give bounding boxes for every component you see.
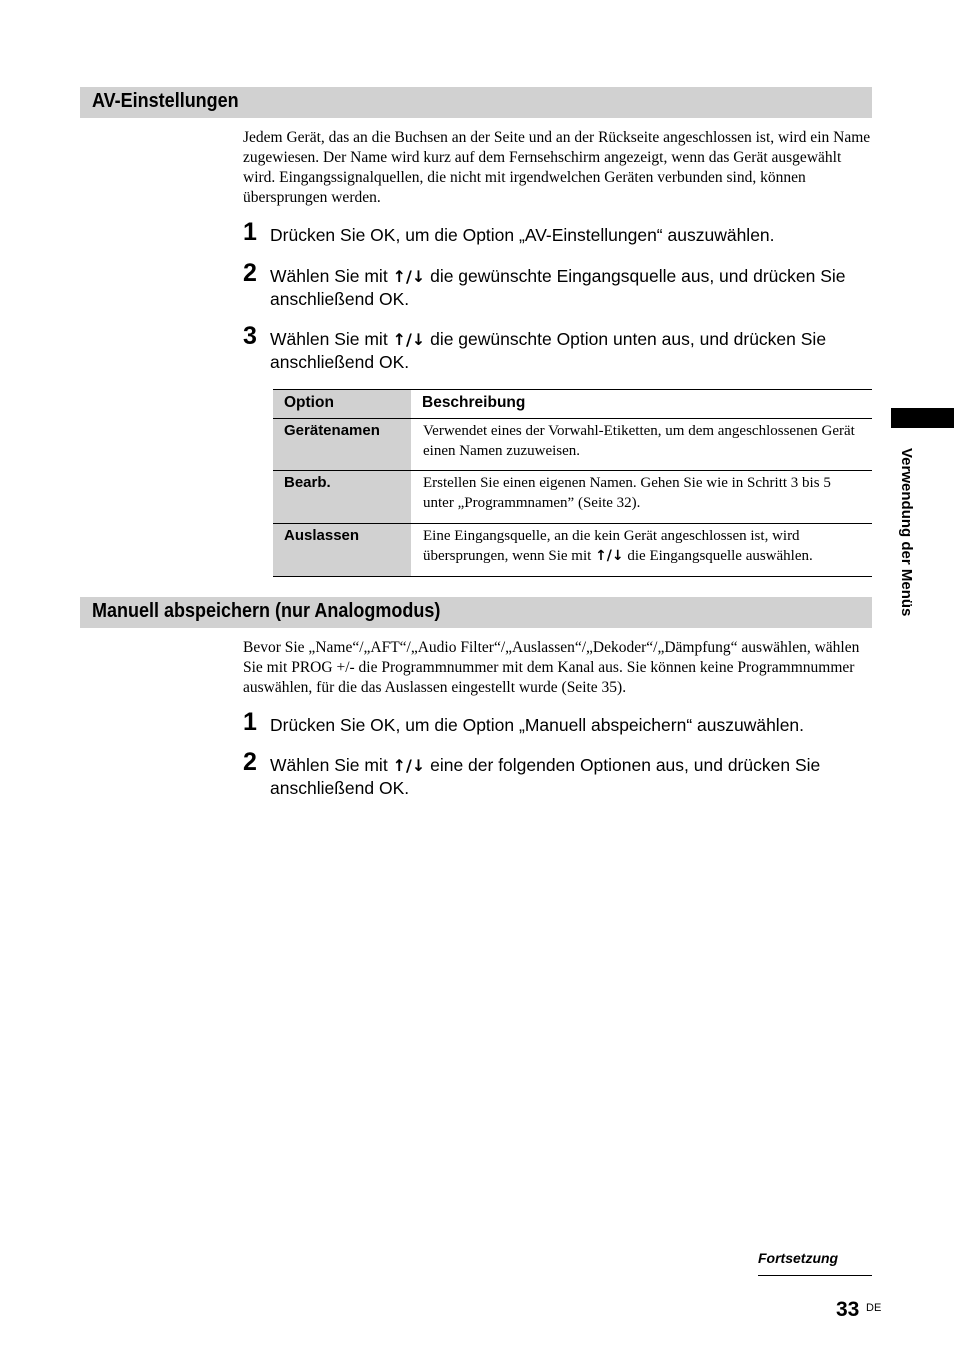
step-number: 3 [243,322,257,350]
section-header-av [80,87,872,118]
option-name: Gerätenamen [273,419,411,471]
up-down-arrow-icon: ↑/↓ [595,548,624,564]
chapter-label: Verwendung der Menüs [898,448,915,617]
option-description [411,524,872,577]
step-text-post: eine der folgenden Optionen aus, und drücken Sie anschließend OK. [270,755,821,798]
step-number: 1 [243,218,257,246]
page-language: DE [866,1302,882,1314]
step-number: 2 [243,748,257,776]
desc-post: die Eingangsquelle auswählen. [627,548,813,564]
step-text-post: die gewünschte Option unten aus, und drücken Sie anschließend OK. [270,329,827,372]
step-text-pre: Wählen Sie mit [270,266,388,286]
options-table [273,389,872,577]
continued-label: Fortsetzung [758,1250,839,1266]
table-row [273,471,872,524]
option-description: Verwendet eines der Vorwahl-Etiketten, um dem angeschlossenen Gerät einen Namen zuzuweisen. [411,419,872,471]
section-title: Manuell abspeichern (nur Analogmodus) [92,600,441,622]
option-name: Auslassen [273,524,411,577]
table-row [273,524,872,577]
up-down-arrow-icon: ↑/↓ [392,756,426,775]
step-text: Drücken Sie OK, um die Option „Manuell abspeichern“ auszuwählen. [270,715,805,735]
option-name: Bearb. [273,471,411,524]
section-title: AV-Einstellungen [92,90,239,112]
table-header-description: Beschreibung [411,390,872,419]
step-text-post: die gewünschte Eingangsquelle aus, und drücken Sie anschließend OK. [270,266,846,309]
intro-paragraph: Jedem Gerät, das an die Buchsen an der Seite und an der Rückseite angeschlossen ist, wird ein Name zugewiesen. Der Name wird kurz auf dem Fernsehschirm angezeigt, wenn das Gerät ausgewählt wird. Eingangssignalquellen, die nicht mit irgendwelchen Geräten verbunden sind, können übersprungen werden. [243,129,871,206]
step-text-pre: Wählen Sie mit [270,329,388,349]
up-down-arrow-icon: ↑/↓ [392,330,426,349]
section-header-manual [80,597,872,628]
table-header-option: Option [273,390,411,419]
step-number: 1 [243,708,257,736]
table-row [273,419,872,471]
step-number: 2 [243,259,257,287]
intro-paragraph: Bevor Sie „Name“/„AFT“/„Audio Filter“/„Auslassen“/„Dekoder“/„Dämpfung“ auswählen, wählen Sie mit PROG +/- die Programmnummer mit dem Kanal aus. Sie können keine Programmnummer auswählen, für die das Auslassen eingestellt wurde (Seite 35). [243,639,860,696]
up-down-arrow-icon: ↑/↓ [392,267,426,286]
desc-pre: Eine Eingangsquelle, an die kein Gerät angeschlossen ist, wird übersprungen, wenn Sie mit [423,528,800,564]
chapter-tab-marker [891,408,954,428]
step-text: Drücken Sie OK, um die Option „AV-Einstellungen“ auszuwählen. [270,225,775,245]
step-text-pre: Wählen Sie mit [270,755,388,775]
option-description: Erstellen Sie einen eigenen Namen. Gehen Sie wie in Schritt 3 bis 5 unter „Programmnamen” (Seite 32). [411,471,872,524]
page-number: 33 [836,1298,860,1321]
divider [758,1275,872,1276]
